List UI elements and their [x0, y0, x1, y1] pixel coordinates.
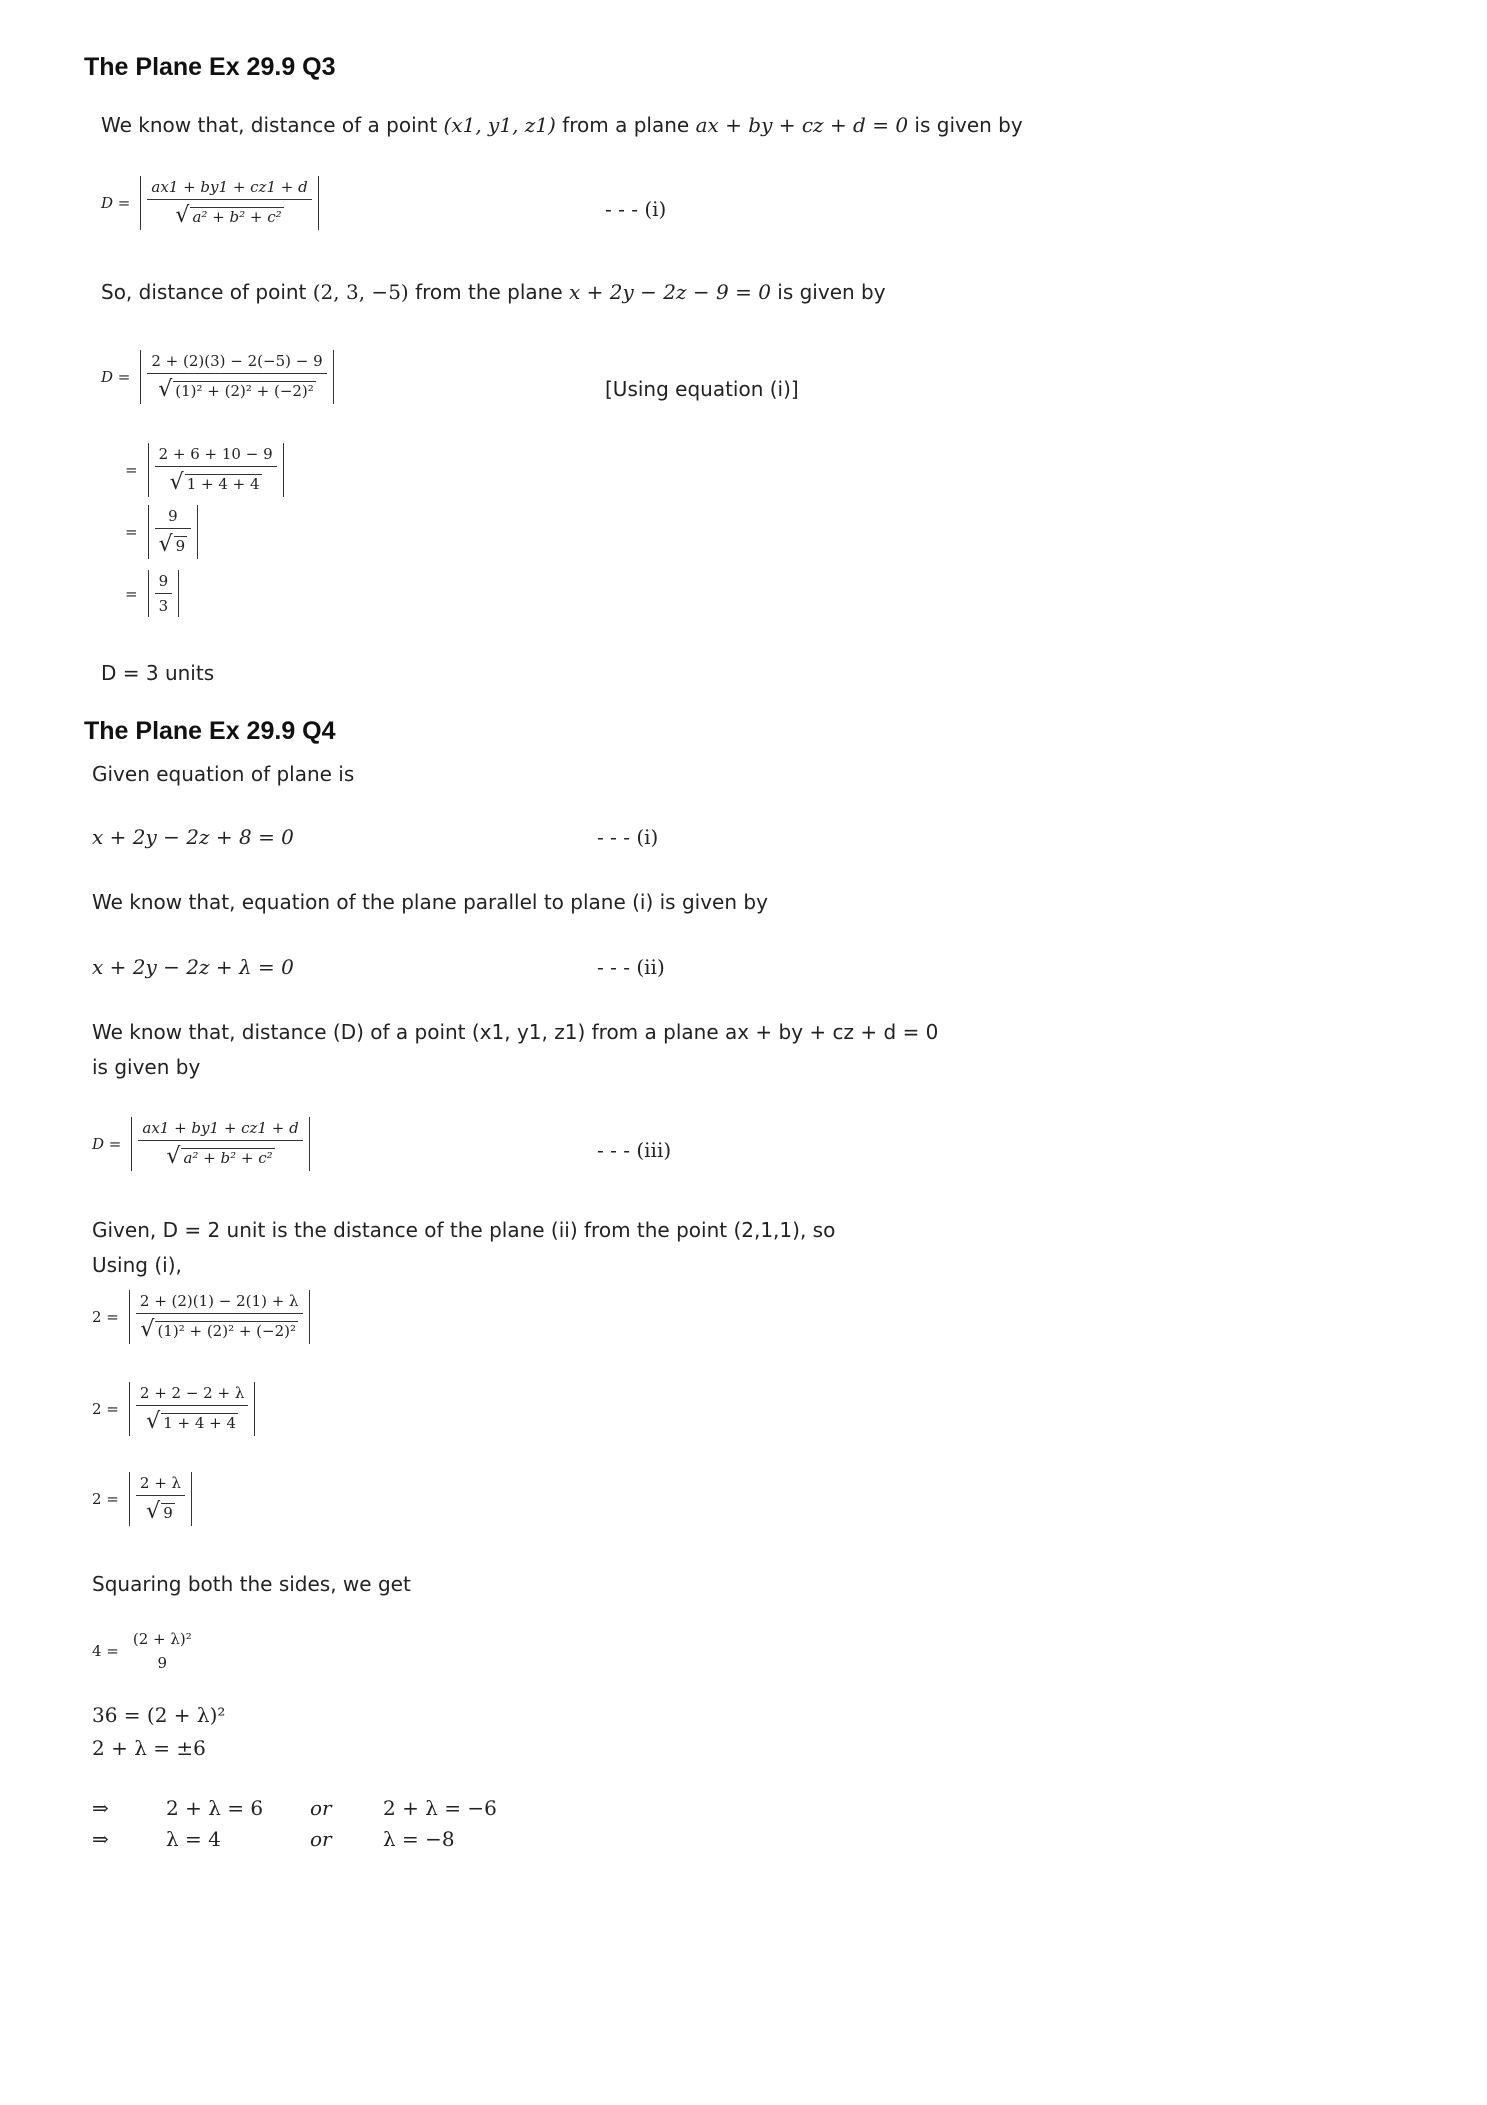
q4-eq2-tag: - - - (ii) — [597, 955, 665, 979]
q3-heading: The Plane Ex 29.9 Q3 — [84, 53, 336, 81]
q3-formula-denominator: √ a² + b² + c² — [147, 199, 311, 228]
q3-step3-fraction — [155, 507, 192, 557]
q3-step2-numerator: 2 + 6 + 10 − 9 — [158, 445, 273, 463]
q3-so-line — [101, 280, 886, 304]
q3-intro-line — [101, 113, 1023, 137]
q3-step2-eq: = — [125, 461, 138, 479]
q4-squared-eq3: 2 + λ = ±6 — [92, 1736, 206, 1760]
sqrt-icon: √ — [146, 1499, 161, 1524]
sqrt-icon: √ — [169, 470, 184, 495]
q4-dist-text-1: We know that, distance (D) of a point (x1, y1, z1) from a plane ax + by + cz + d = 0 — [92, 1020, 939, 1044]
q3-so-post: is given by — [777, 280, 886, 304]
q3-step4-abs — [148, 570, 180, 617]
q4-result1-b: 2 + λ = −6 — [383, 1796, 497, 1820]
sqrt-icon: √ — [146, 1409, 161, 1434]
q4-step1 — [92, 1290, 310, 1344]
q3-step3-numerator: 9 — [168, 507, 178, 525]
q4-given: Given equation of plane is — [92, 762, 355, 786]
q3-intro-point: (x1, y1, z1) — [443, 113, 556, 137]
q4-step2-abs — [129, 1382, 255, 1436]
q3-step4-numerator: 9 — [158, 572, 169, 590]
q4-parallel-text: We know that, equation of the plane parallel to plane (i) is given by — [92, 890, 768, 914]
q4-step2-numerator: 2 + 2 − 2 + λ — [139, 1384, 245, 1402]
q4-formula-lhs: D = — [92, 1135, 122, 1153]
sqrt-icon: √ — [158, 377, 173, 402]
q3-result: D = 3 units — [101, 661, 215, 685]
q3-so-plane: x + 2y − 2z − 9 = 0 — [569, 280, 771, 304]
q3-formula-abs — [140, 176, 318, 230]
q3-step3-abs — [148, 505, 199, 559]
q3-step1 — [101, 350, 334, 404]
q4-given-d-2: Using (i), — [92, 1253, 182, 1277]
q3-step1-note: [Using equation (i)] — [605, 377, 799, 401]
implies-icon: ⇒ — [92, 1796, 109, 1820]
q3-step4-denominator: 3 — [155, 593, 173, 615]
q4-step1-abs — [129, 1290, 310, 1344]
q3-so-point: (2, 3, −5) — [312, 280, 409, 304]
q3-step3-denominator: √ 9 — [155, 528, 192, 557]
q3-step2-fraction — [155, 445, 277, 495]
q3-formula-fraction — [147, 178, 311, 228]
q4-step2-fraction — [136, 1384, 248, 1434]
q4-heading: The Plane Ex 29.9 Q4 — [84, 717, 336, 745]
q3-step1-lhs: D = — [101, 368, 131, 386]
q3-distance-formula — [101, 176, 319, 230]
sqrt-icon: √ — [166, 1144, 181, 1169]
q4-formula-fraction — [138, 1119, 302, 1169]
q3-step2 — [125, 443, 284, 497]
q4-squared-eq2: 36 = (2 + λ)² — [92, 1703, 226, 1727]
q3-step3 — [125, 505, 198, 559]
q4-distance-formula — [92, 1117, 310, 1171]
q3-step1-fraction — [147, 352, 326, 402]
q3-step4-fraction — [155, 572, 173, 615]
q3-so-mid: from the plane — [415, 280, 563, 304]
q3-step1-denominator: √ (1)² + (2)² + (−2)² — [147, 373, 326, 402]
q4-given-d-1: Given, D = 2 unit is the distance of the plane (ii) from the point (2,1,1), so — [92, 1218, 836, 1242]
sqrt-icon: √ — [158, 532, 173, 557]
q3-so-pre: So, distance of point — [101, 280, 307, 304]
q4-eq2: x + 2y − 2z + λ = 0 — [92, 955, 294, 979]
q4-or-2: or — [310, 1827, 332, 1851]
q3-step3-eq: = — [125, 523, 138, 541]
q3-step2-denominator: √ 1 + 4 + 4 — [155, 466, 277, 495]
q4-dist-text-2: is given by — [92, 1055, 201, 1079]
q4-squared-lhs: 4 = — [92, 1642, 119, 1660]
q3-step4 — [125, 570, 179, 617]
q3-intro-mid: from a plane — [562, 113, 690, 137]
q3-formula-tag: - - - (i) — [605, 197, 667, 221]
q4-eq1-tag: - - - (i) — [597, 825, 659, 849]
q4-step3-abs — [129, 1472, 192, 1526]
q4-squared-numerator: (2 + λ)² — [132, 1630, 192, 1648]
q4-step3-lhs: 2 = — [92, 1490, 119, 1508]
q4-step2-lhs: 2 = — [92, 1400, 119, 1418]
q4-formula-denominator: √ a² + b² + c² — [138, 1140, 302, 1169]
q4-step2 — [92, 1382, 255, 1436]
q3-formula-lhs: D = — [101, 194, 131, 212]
q3-formula-numerator: ax1 + by1 + cz1 + d — [151, 178, 308, 196]
q4-result1-a: 2 + λ = 6 — [166, 1796, 264, 1820]
q3-intro-post: is given by — [914, 113, 1023, 137]
q4-step1-lhs: 2 = — [92, 1308, 119, 1326]
q4-squared-fraction — [129, 1630, 196, 1672]
q4-squaring-text: Squaring both the sides, we get — [92, 1572, 411, 1596]
q4-step1-fraction — [136, 1292, 303, 1342]
q4-step3-numerator: 2 + λ — [139, 1474, 182, 1492]
q4-step1-numerator: 2 + (2)(1) − 2(1) + λ — [139, 1292, 299, 1310]
q3-intro-plane: ax + by + cz + d = 0 — [695, 113, 909, 137]
q4-eq1: x + 2y − 2z + 8 = 0 — [92, 825, 294, 849]
q3-step4-eq: = — [125, 584, 138, 603]
implies-icon: ⇒ — [92, 1827, 109, 1851]
q4-formula-abs — [131, 1117, 309, 1171]
q4-step1-denominator: √ (1)² + (2)² + (−2)² — [136, 1313, 303, 1342]
q3-step2-abs — [148, 443, 284, 497]
q3-step1-numerator: 2 + (2)(3) − 2(−5) − 9 — [151, 352, 323, 370]
q4-result2-b: λ = −8 — [383, 1827, 455, 1851]
q4-step3 — [92, 1472, 192, 1526]
sqrt-icon: √ — [175, 203, 190, 228]
q4-squared-denominator: 9 — [157, 1654, 168, 1672]
q4-formula-numerator: ax1 + by1 + cz1 + d — [142, 1119, 299, 1137]
q3-intro-pre: We know that, distance of a point — [101, 113, 438, 137]
q4-step3-fraction — [136, 1474, 185, 1524]
q4-or-1: or — [310, 1796, 332, 1820]
q3-step1-abs — [140, 350, 333, 404]
q4-formula-tag: - - - (iii) — [597, 1138, 672, 1162]
sqrt-icon: √ — [140, 1317, 155, 1342]
q4-step2-denominator: √ 1 + 4 + 4 — [136, 1405, 248, 1434]
q4-squared-eq1 — [92, 1630, 196, 1672]
q4-result2-a: λ = 4 — [166, 1827, 221, 1851]
q4-step3-denominator: √ 9 — [136, 1495, 185, 1524]
